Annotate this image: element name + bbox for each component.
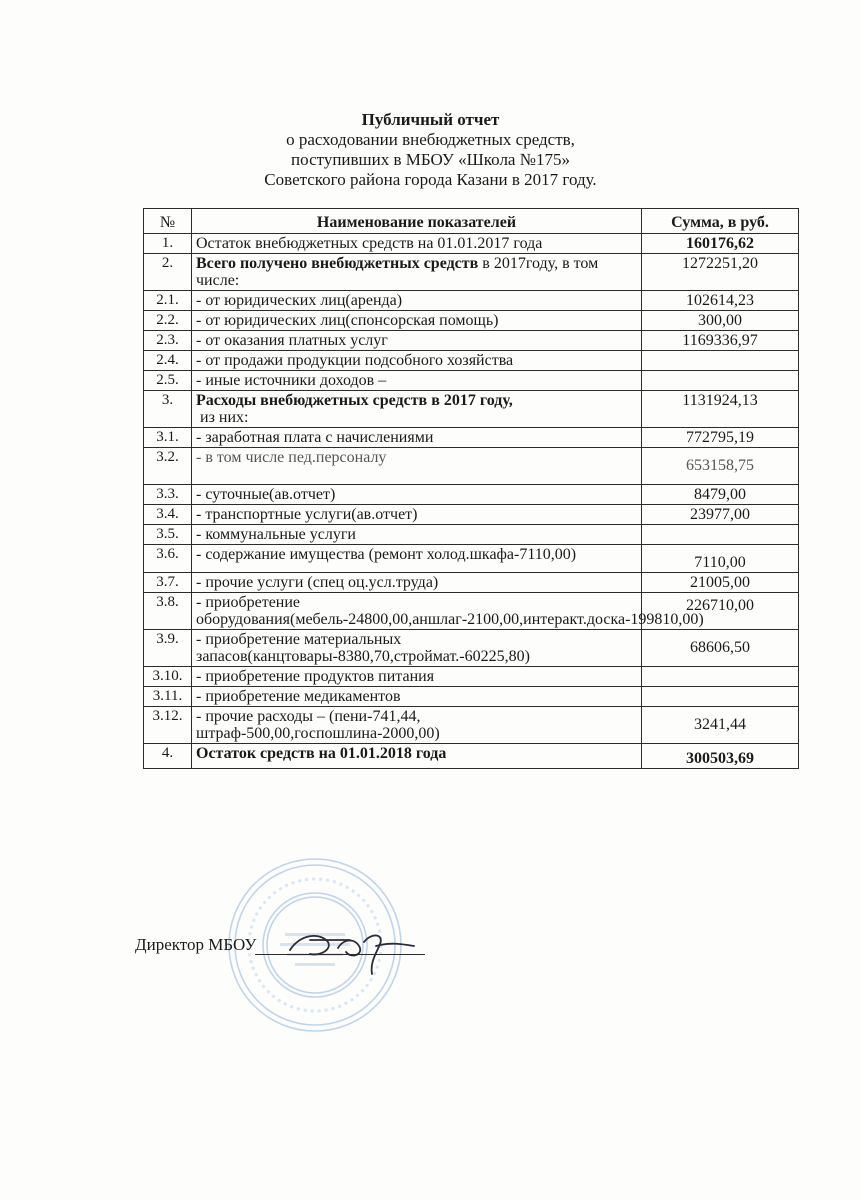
row-number: 2.5. — [144, 371, 192, 391]
table-row — [144, 311, 799, 331]
row-name: - иные источники доходов – — [192, 371, 642, 391]
table-row — [144, 573, 799, 593]
row-name: - транспортные услуги(ав.отчет) — [192, 505, 642, 525]
row-number: 3.1. — [144, 428, 192, 448]
table-row — [144, 371, 799, 391]
row-name: - приобретение продуктов питания — [192, 667, 642, 687]
row-sum: 1131924,13 — [642, 391, 799, 428]
table-row — [144, 448, 799, 485]
report-table — [143, 208, 799, 769]
row-number: 3.5. — [144, 525, 192, 545]
row-sum: 1169336,97 — [642, 331, 799, 351]
row-name: - от юридических лиц(спонсорская помощь) — [192, 311, 642, 331]
row-number: 3.3. — [144, 485, 192, 505]
row-sum: 8479,00 — [642, 485, 799, 505]
director-signature — [280, 920, 420, 980]
row-name: - содержание имущества (ремонт холод.шкафа-7110,00) — [192, 545, 642, 573]
row-sum: 7110,00 — [642, 545, 799, 573]
row-name: - приобретение медикаментов — [192, 687, 642, 707]
table-row — [144, 351, 799, 371]
header-number: № — [144, 209, 192, 234]
table-row — [144, 687, 799, 707]
title-line-2: о расходовании внебюджетных средств, — [286, 130, 575, 149]
row-name: - в том числе пед.персоналу — [192, 448, 642, 485]
table-row — [144, 485, 799, 505]
row-name: - прочие расходы – (пени-741,44, штраф-500,00,госпошлина-2000,00) — [192, 707, 642, 744]
row-sum: 772795,19 — [642, 428, 799, 448]
row-number: 3.9. — [144, 630, 192, 667]
row-number: 3.11. — [144, 687, 192, 707]
row-sum: 160176,62 — [642, 234, 799, 254]
table-row — [144, 331, 799, 351]
table-row — [144, 391, 799, 428]
row-name: Остаток внебюджетных средств на 01.01.2017 года — [192, 234, 642, 254]
row-sum — [642, 525, 799, 545]
header-name: Наименование показателей — [192, 209, 642, 234]
row-name — [192, 254, 642, 291]
row-sum — [642, 371, 799, 391]
row-name: - от оказания платных услуг — [192, 331, 642, 351]
table-row — [144, 254, 799, 291]
row-name-rest: в 2017году, в том числе: — [196, 255, 599, 289]
row-sum — [642, 351, 799, 371]
row-name: - коммунальные услуги — [192, 525, 642, 545]
report-title — [0, 110, 861, 190]
row-number: 3.6. — [144, 545, 192, 573]
row-sum — [642, 687, 799, 707]
row-number: 4. — [144, 744, 192, 769]
row-number: 2. — [144, 254, 192, 291]
row-sum: 300503,69 — [642, 744, 799, 769]
table-row — [144, 234, 799, 254]
row-number: 1. — [144, 234, 192, 254]
row-sum: 653158,75 — [642, 448, 799, 485]
table-row — [144, 525, 799, 545]
title-heading: Публичный отчет — [361, 110, 500, 129]
table-row — [144, 291, 799, 311]
row-number: 3.4. — [144, 505, 192, 525]
row-sum — [642, 667, 799, 687]
row-number: 3.10. — [144, 667, 192, 687]
row-number: 3.8. — [144, 593, 192, 630]
row-name: - заработная плата с начислениями — [192, 428, 642, 448]
row-number: 2.4. — [144, 351, 192, 371]
row-name: - прочие услуги (спец оц.усл.труда) — [192, 573, 642, 593]
row-name-bold: Всего получено внебюджетных средств — [196, 255, 479, 272]
table-row — [144, 545, 799, 573]
row-sum: 300,00 — [642, 311, 799, 331]
table-row — [144, 593, 799, 630]
row-number: 2.3. — [144, 331, 192, 351]
header-sum: Сумма, в руб. — [642, 209, 799, 234]
row-sum: 1272251,20 — [642, 254, 799, 291]
row-name: - приобретение оборудования(мебель-24800,00,аншлаг-2100,00,интеракт.доска-199810,00) — [192, 593, 642, 630]
row-name: - суточные(ав.отчет) — [192, 485, 642, 505]
row-name-bold: Расходы внебюджетных средств в 2017 году, — [196, 392, 513, 409]
table-row — [144, 667, 799, 687]
title-line-3: поступивших в МБОУ «Школа №175» — [291, 150, 570, 169]
table-row — [144, 428, 799, 448]
table-row — [144, 707, 799, 744]
row-sum: 21005,00 — [642, 573, 799, 593]
row-name: - от юридических лиц(аренда) — [192, 291, 642, 311]
table-row-total — [144, 744, 799, 769]
row-sum: 102614,23 — [642, 291, 799, 311]
table-row — [144, 630, 799, 667]
table-header-row — [144, 209, 799, 234]
row-name: - от продажи продукции подсобного хозяйства — [192, 351, 642, 371]
title-line-4: Советского района города Казани в 2017 году. — [264, 170, 597, 189]
table-row — [144, 505, 799, 525]
row-number: 2.2. — [144, 311, 192, 331]
row-number: 3.2. — [144, 448, 192, 485]
row-sum: 3241,44 — [642, 707, 799, 744]
row-sum: 68606,50 — [642, 630, 799, 667]
row-sum: 23977,00 — [642, 505, 799, 525]
row-number: 3. — [144, 391, 192, 428]
row-name: Остаток средств на 01.01.2018 года — [192, 744, 642, 769]
row-sum: 226710,00 — [642, 593, 799, 630]
director-label: Директор МБОУ — [135, 935, 257, 954]
row-number: 3.12. — [144, 707, 192, 744]
row-number: 2.1. — [144, 291, 192, 311]
row-number: 3.7. — [144, 573, 192, 593]
row-name: - приобретение материальных запасов(канцтовары-8380,70,строймат.-60225,80) — [192, 630, 642, 667]
row-name-rest: из них: — [200, 409, 249, 426]
row-name — [192, 391, 642, 428]
